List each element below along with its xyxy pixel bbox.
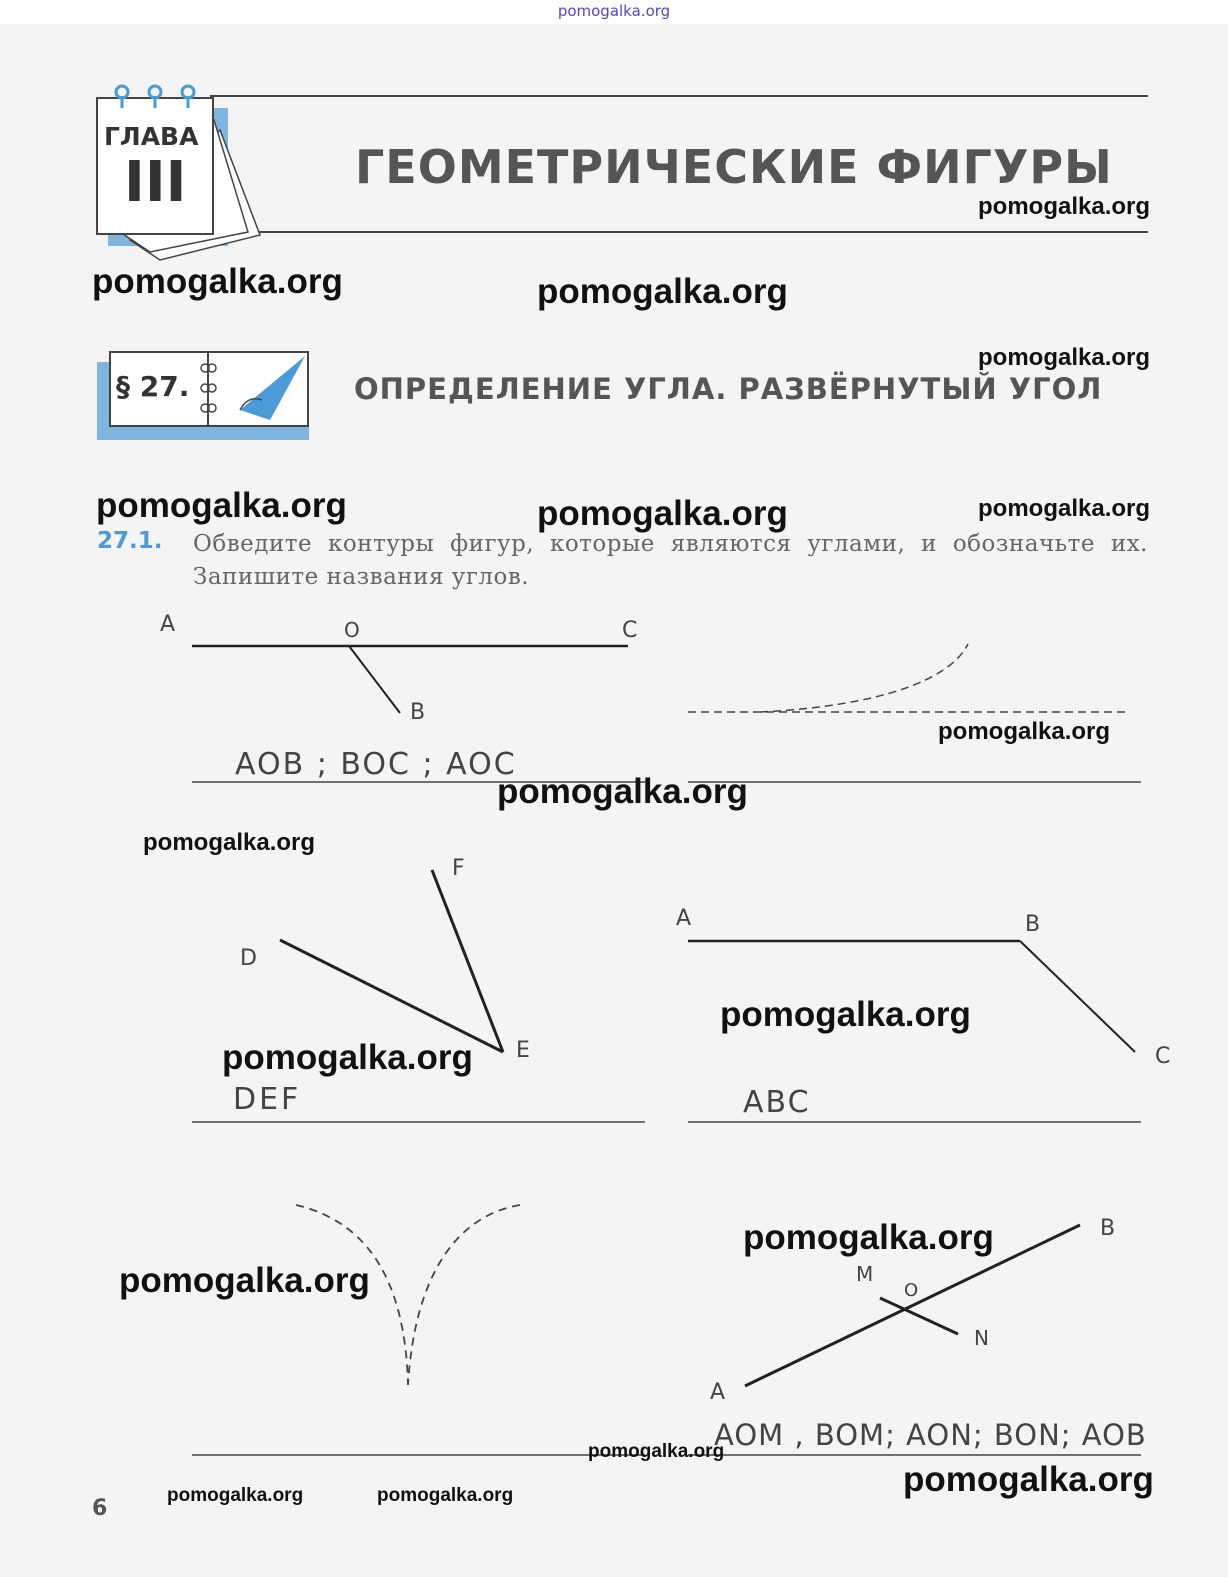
fig1-label-b: B — [410, 700, 426, 725]
fig4-label-c: C — [1155, 1044, 1171, 1069]
figure-2 — [688, 644, 1141, 782]
fig4-label-b: B — [1025, 912, 1041, 937]
fig6-label-b: B — [1100, 1216, 1116, 1241]
chapter-label: ГЛАВА — [104, 122, 199, 151]
watermark: pomogalka.org — [588, 1441, 725, 1462]
fig3-label-f: F — [452, 856, 465, 881]
fig6-label-m: M — [856, 1262, 874, 1286]
fig4-answer: ABC — [743, 1085, 811, 1120]
chapter-number: III — [124, 150, 187, 215]
watermark: pomogalka.org — [743, 1218, 994, 1257]
fig1-label-a: A — [160, 612, 176, 637]
task-text: Обведите контуры фигур, которые являются углами, и обозначьте их. Запишите названия углов. — [193, 531, 1148, 590]
figure-5 — [192, 1205, 645, 1455]
watermark: pomogalka.org — [96, 486, 347, 525]
task-number: 27.1. — [97, 528, 163, 554]
watermark: pomogalka.org — [119, 1261, 370, 1300]
watermark: pomogalka.org — [978, 193, 1151, 220]
fig6-label-n: N — [974, 1326, 989, 1350]
watermark: pomogalka.org — [143, 829, 316, 856]
watermark: pomogalka.org — [537, 272, 788, 311]
fig1-label-o: O — [344, 618, 360, 642]
watermark: pomogalka.org — [222, 1038, 473, 1077]
fig6-label-o: O — [904, 1280, 919, 1301]
watermark: pomogalka.org — [903, 1460, 1154, 1499]
section-number: § 27. — [116, 370, 190, 403]
watermark: pomogalka.org — [978, 495, 1151, 522]
section-title: ОПРЕДЕЛЕНИЕ УГЛА. РАЗВЁРНУТЫЙ УГОЛ — [354, 372, 1103, 406]
fig6-answer: AOM , BOM; AON; BON; AOB — [714, 1418, 1147, 1452]
top-watermark: pomogalka.org — [557, 2, 671, 20]
watermark: pomogalka.org — [377, 1485, 514, 1506]
watermark: pomogalka.org — [167, 1485, 304, 1506]
watermark: pomogalka.org — [537, 494, 788, 533]
watermark: pomogalka.org — [978, 344, 1151, 371]
fig1-answer: AOB ; BOC ; AOC — [235, 747, 517, 782]
watermark: pomogalka.org — [92, 262, 343, 301]
fig4-label-a: A — [676, 906, 692, 931]
fig3-label-e: E — [516, 1038, 530, 1063]
fig1-label-c: C — [622, 618, 638, 643]
fig3-label-d: D — [240, 946, 257, 971]
chapter-title: ГЕОМЕТРИЧЕСКИЕ ФИГУРЫ — [355, 140, 1113, 194]
fig6-label-a: A — [710, 1380, 726, 1405]
fig3-answer: DEF — [233, 1082, 302, 1117]
watermark: pomogalka.org — [720, 995, 971, 1034]
watermark: pomogalka.org — [938, 718, 1111, 745]
page-number: 6 — [92, 1496, 108, 1521]
watermark: pomogalka.org — [497, 772, 748, 811]
